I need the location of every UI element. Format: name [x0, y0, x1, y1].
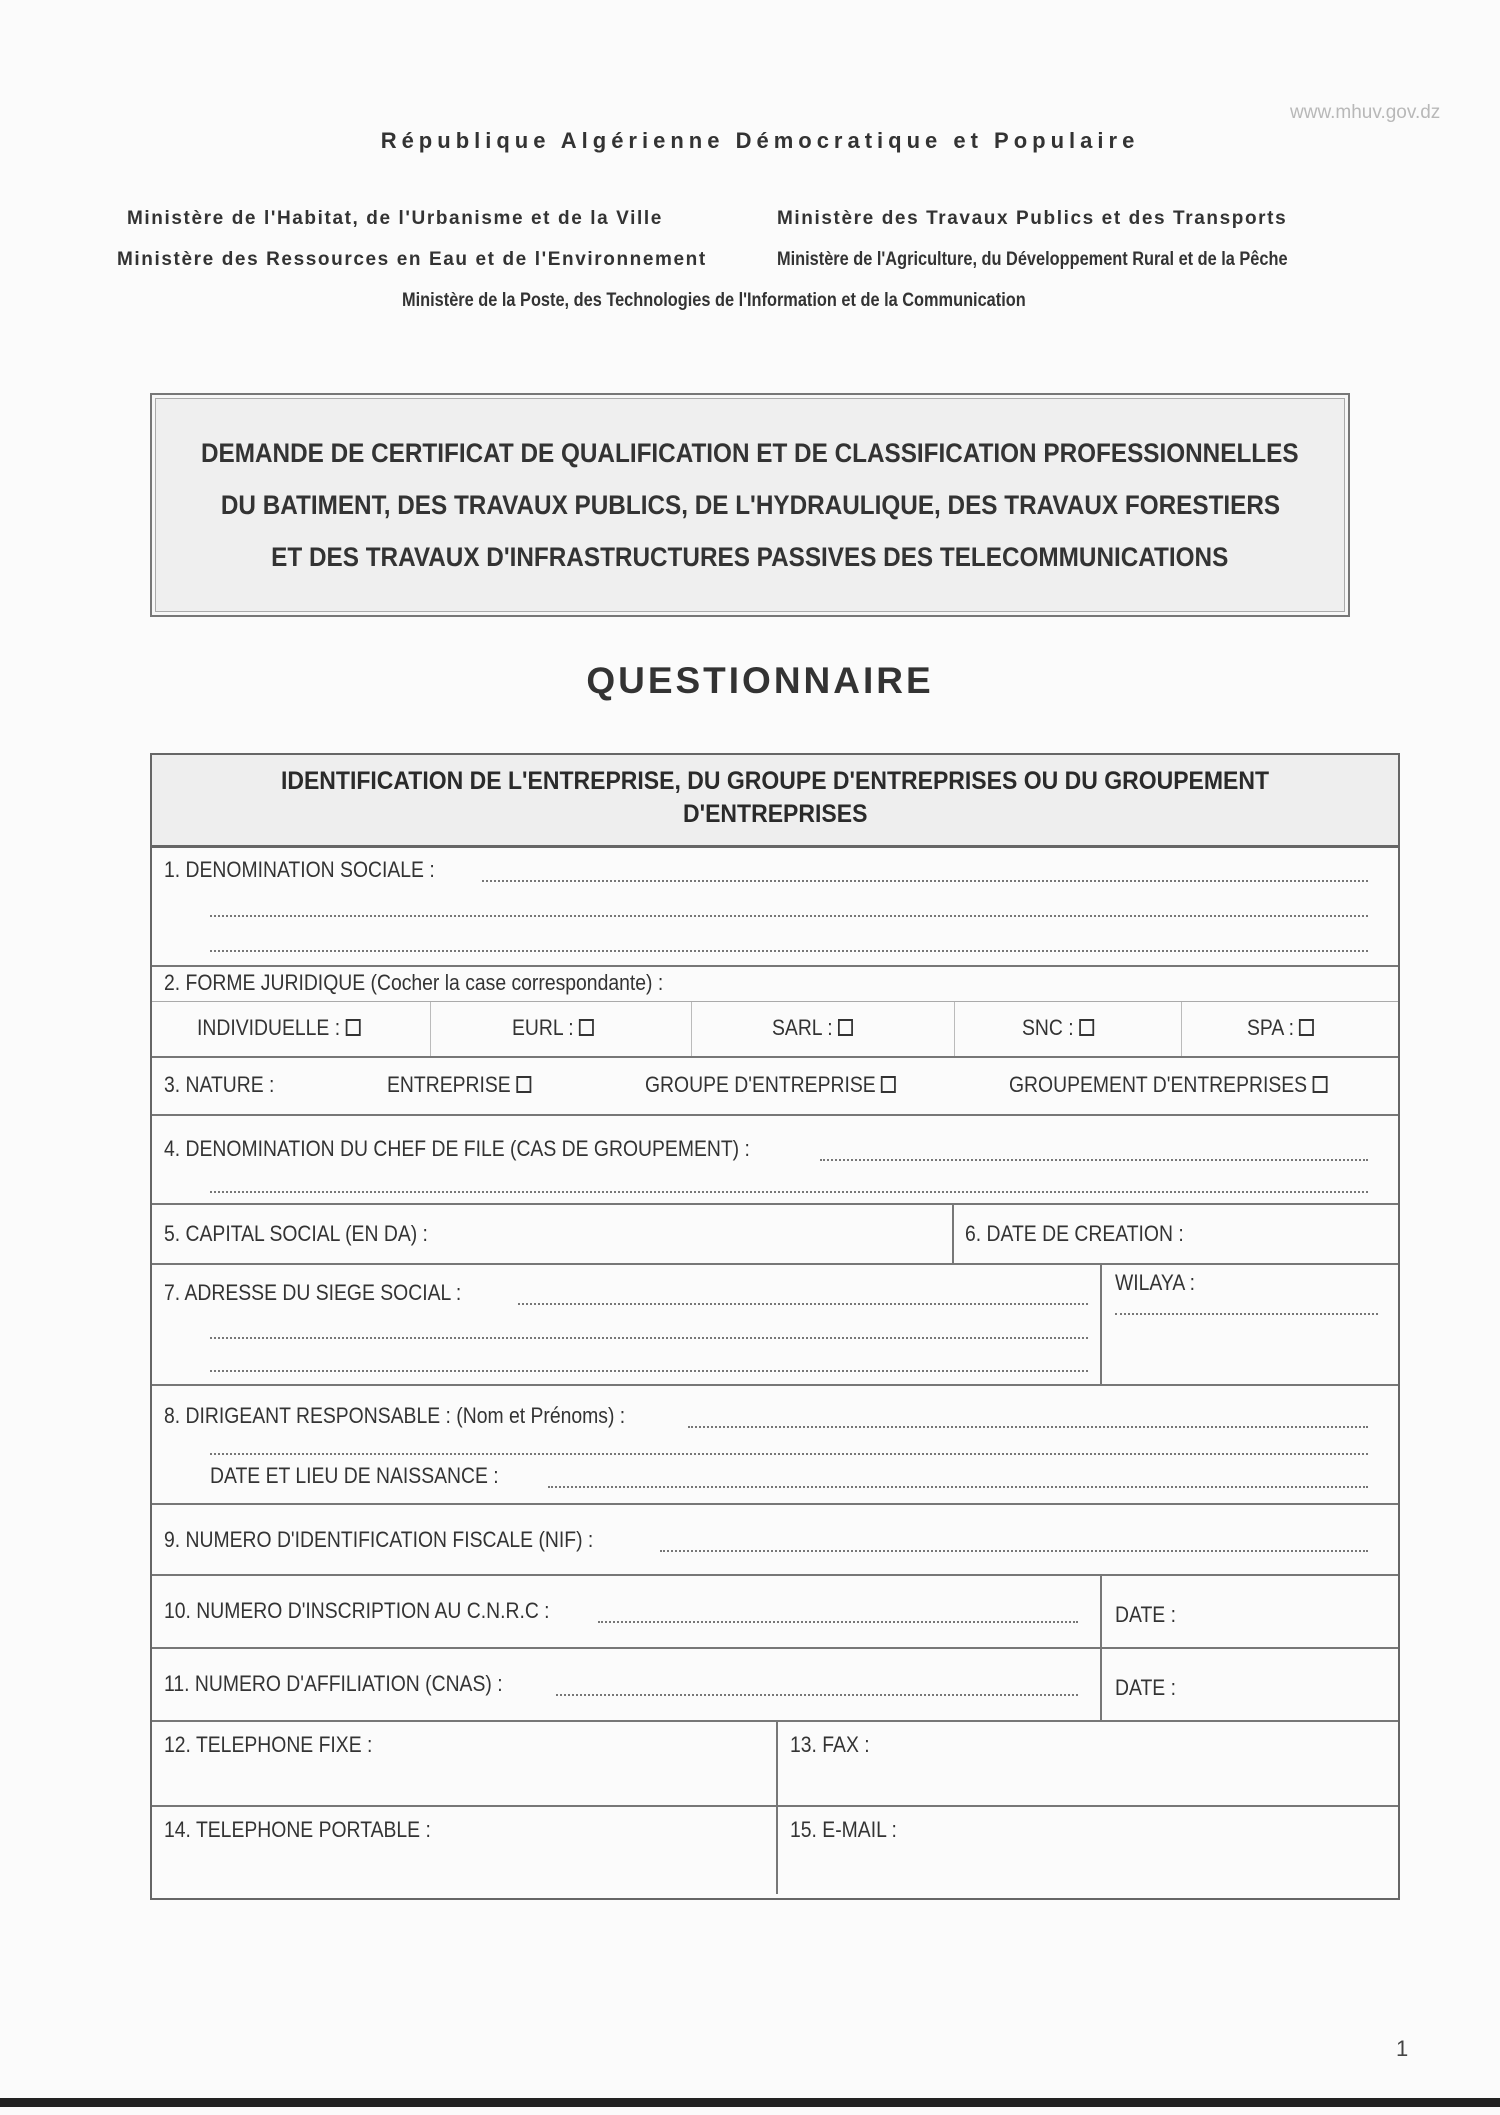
wilaya-input-line[interactable]: [1115, 1313, 1378, 1315]
checkbox[interactable]: [881, 1076, 896, 1093]
option-eurl[interactable]: EURL :: [512, 1015, 594, 1041]
field-adresse: [152, 1265, 1398, 1386]
checkbox[interactable]: [1079, 1019, 1094, 1036]
section-title: D'ENTREPRISES: [682, 800, 868, 828]
field-label: 2. FORME JURIDIQUE (Cocher la case correspondante) :: [164, 970, 664, 995]
checkbox[interactable]: [579, 1019, 594, 1036]
option-groupe[interactable]: GROUPE D'ENTREPRISE: [645, 1072, 896, 1098]
ministry-ressources-eau: Ministère des Ressources en Eau et de l'Environnement: [117, 249, 707, 270]
checkbox[interactable]: [1299, 1019, 1314, 1036]
field-telephone-fax: [152, 1722, 1398, 1807]
field-label[interactable]: 12. TELEPHONE FIXE :: [164, 1732, 373, 1757]
input-line[interactable]: [518, 1303, 1088, 1305]
ministry-travaux-publics: Ministère des Travaux Publics et des Transports: [777, 208, 1288, 229]
field-label[interactable]: 15. E-MAIL :: [790, 1817, 897, 1842]
republic-heading: République Algérienne Démocratique et Populaire: [380, 128, 1140, 153]
date-label[interactable]: DATE :: [1115, 1602, 1176, 1627]
field-chef-de-file: [152, 1116, 1398, 1205]
identification-form: [150, 753, 1400, 1900]
wilaya-label: WILAYA :: [1115, 1270, 1195, 1295]
input-line[interactable]: [548, 1486, 1368, 1488]
page-number: 1: [1396, 2036, 1409, 2061]
field-label: 1. DENOMINATION SOCIALE :: [164, 857, 435, 882]
checkbox[interactable]: [838, 1019, 853, 1036]
option-entreprise[interactable]: ENTREPRISE: [387, 1072, 531, 1098]
field-label: 4. DENOMINATION DU CHEF DE FILE (CAS DE GROUPEMENT) :: [164, 1136, 750, 1161]
input-line[interactable]: [210, 1453, 1368, 1455]
ministry-habitat: Ministère de l'Habitat, de l'Urbanisme et de la Ville: [127, 208, 663, 229]
website-url: www.mhuv.gov.dz: [1290, 102, 1441, 123]
field-nature: [152, 1058, 1398, 1116]
field-label: 7. ADRESSE DU SIEGE SOCIAL :: [164, 1280, 462, 1305]
input-line[interactable]: [210, 915, 1368, 917]
title-line: DEMANDE DE CERTIFICAT DE QUALIFICATION ET DE CLASSIFICATION PROFESSIONNELLES: [201, 438, 1299, 468]
field-label: 3. NATURE :: [164, 1072, 275, 1097]
questionnaire-heading: QUESTIONNAIRE: [586, 660, 934, 701]
input-line[interactable]: [660, 1550, 1368, 1552]
field-label[interactable]: 13. FAX :: [790, 1732, 870, 1757]
field-nif: [152, 1505, 1398, 1576]
option-spa[interactable]: SPA :: [1247, 1015, 1314, 1041]
field-cnrc: [152, 1576, 1398, 1649]
checkbox[interactable]: [1312, 1076, 1327, 1093]
checkbox[interactable]: [516, 1076, 531, 1093]
input-line[interactable]: [210, 1370, 1088, 1372]
input-line[interactable]: [210, 1191, 1368, 1193]
field-label: 9. NUMERO D'IDENTIFICATION FISCALE (NIF) :: [164, 1527, 594, 1552]
field-capital-date: [152, 1205, 1398, 1265]
field-cnas: [152, 1649, 1398, 1722]
field-forme-juridique: [152, 967, 1398, 1002]
option-individuelle[interactable]: INDIVIDUELLE :: [197, 1015, 360, 1041]
field-label[interactable]: 14. TELEPHONE PORTABLE :: [164, 1817, 431, 1842]
option-snc[interactable]: SNC :: [1022, 1015, 1094, 1041]
option-sarl[interactable]: SARL :: [772, 1015, 853, 1041]
input-line[interactable]: [210, 950, 1368, 952]
input-line[interactable]: [482, 880, 1368, 882]
section-title: IDENTIFICATION DE L'ENTREPRISE, DU GROUPE D'ENTREPRISES OU DU GROUPEMENT: [280, 767, 1270, 795]
field-dirigeant: [152, 1386, 1398, 1505]
field-denomination: [152, 845, 1398, 967]
checkbox[interactable]: [345, 1019, 360, 1036]
title-line: DU BATIMENT, DES TRAVAUX PUBLICS, DE L'HYDRAULIQUE, DES TRAVAUX FORESTIERS: [220, 490, 1280, 520]
option-groupement[interactable]: GROUPEMENT D'ENTREPRISES: [1009, 1072, 1327, 1098]
field-label[interactable]: 6. DATE DE CREATION :: [965, 1221, 1184, 1246]
ministry-agriculture: Ministère de l'Agriculture, du Développement Rural et de la Pêche: [777, 249, 1288, 270]
field-label[interactable]: 5. CAPITAL SOCIAL (EN DA) :: [164, 1221, 428, 1246]
input-line[interactable]: [210, 1337, 1088, 1339]
forme-options: [152, 1002, 1398, 1058]
field-label: 11. NUMERO D'AFFILIATION (CNAS) :: [164, 1671, 503, 1696]
input-line[interactable]: [820, 1159, 1368, 1161]
field-portable-email: [152, 1807, 1398, 1894]
input-line[interactable]: [556, 1694, 1078, 1696]
field-label: 8. DIRIGEANT RESPONSABLE : (Nom et Prénoms) :: [164, 1403, 626, 1428]
field-label: 10. NUMERO D'INSCRIPTION AU C.N.R.C :: [164, 1598, 550, 1623]
input-line[interactable]: [688, 1426, 1368, 1428]
title-line: ET DES TRAVAUX D'INFRASTRUCTURES PASSIVES DES TELECOMMUNICATIONS: [271, 542, 1229, 572]
input-line[interactable]: [598, 1621, 1078, 1623]
ministry-poste: Ministère de la Poste, des Technologies de l'Information et de la Communication: [402, 290, 1026, 311]
date-label[interactable]: DATE :: [1115, 1675, 1176, 1700]
field-label: DATE ET LIEU DE NAISSANCE :: [210, 1463, 499, 1488]
document-title-box: [150, 393, 1350, 617]
scan-edge-bar: [0, 2098, 1500, 2107]
section-header: [152, 755, 1398, 848]
